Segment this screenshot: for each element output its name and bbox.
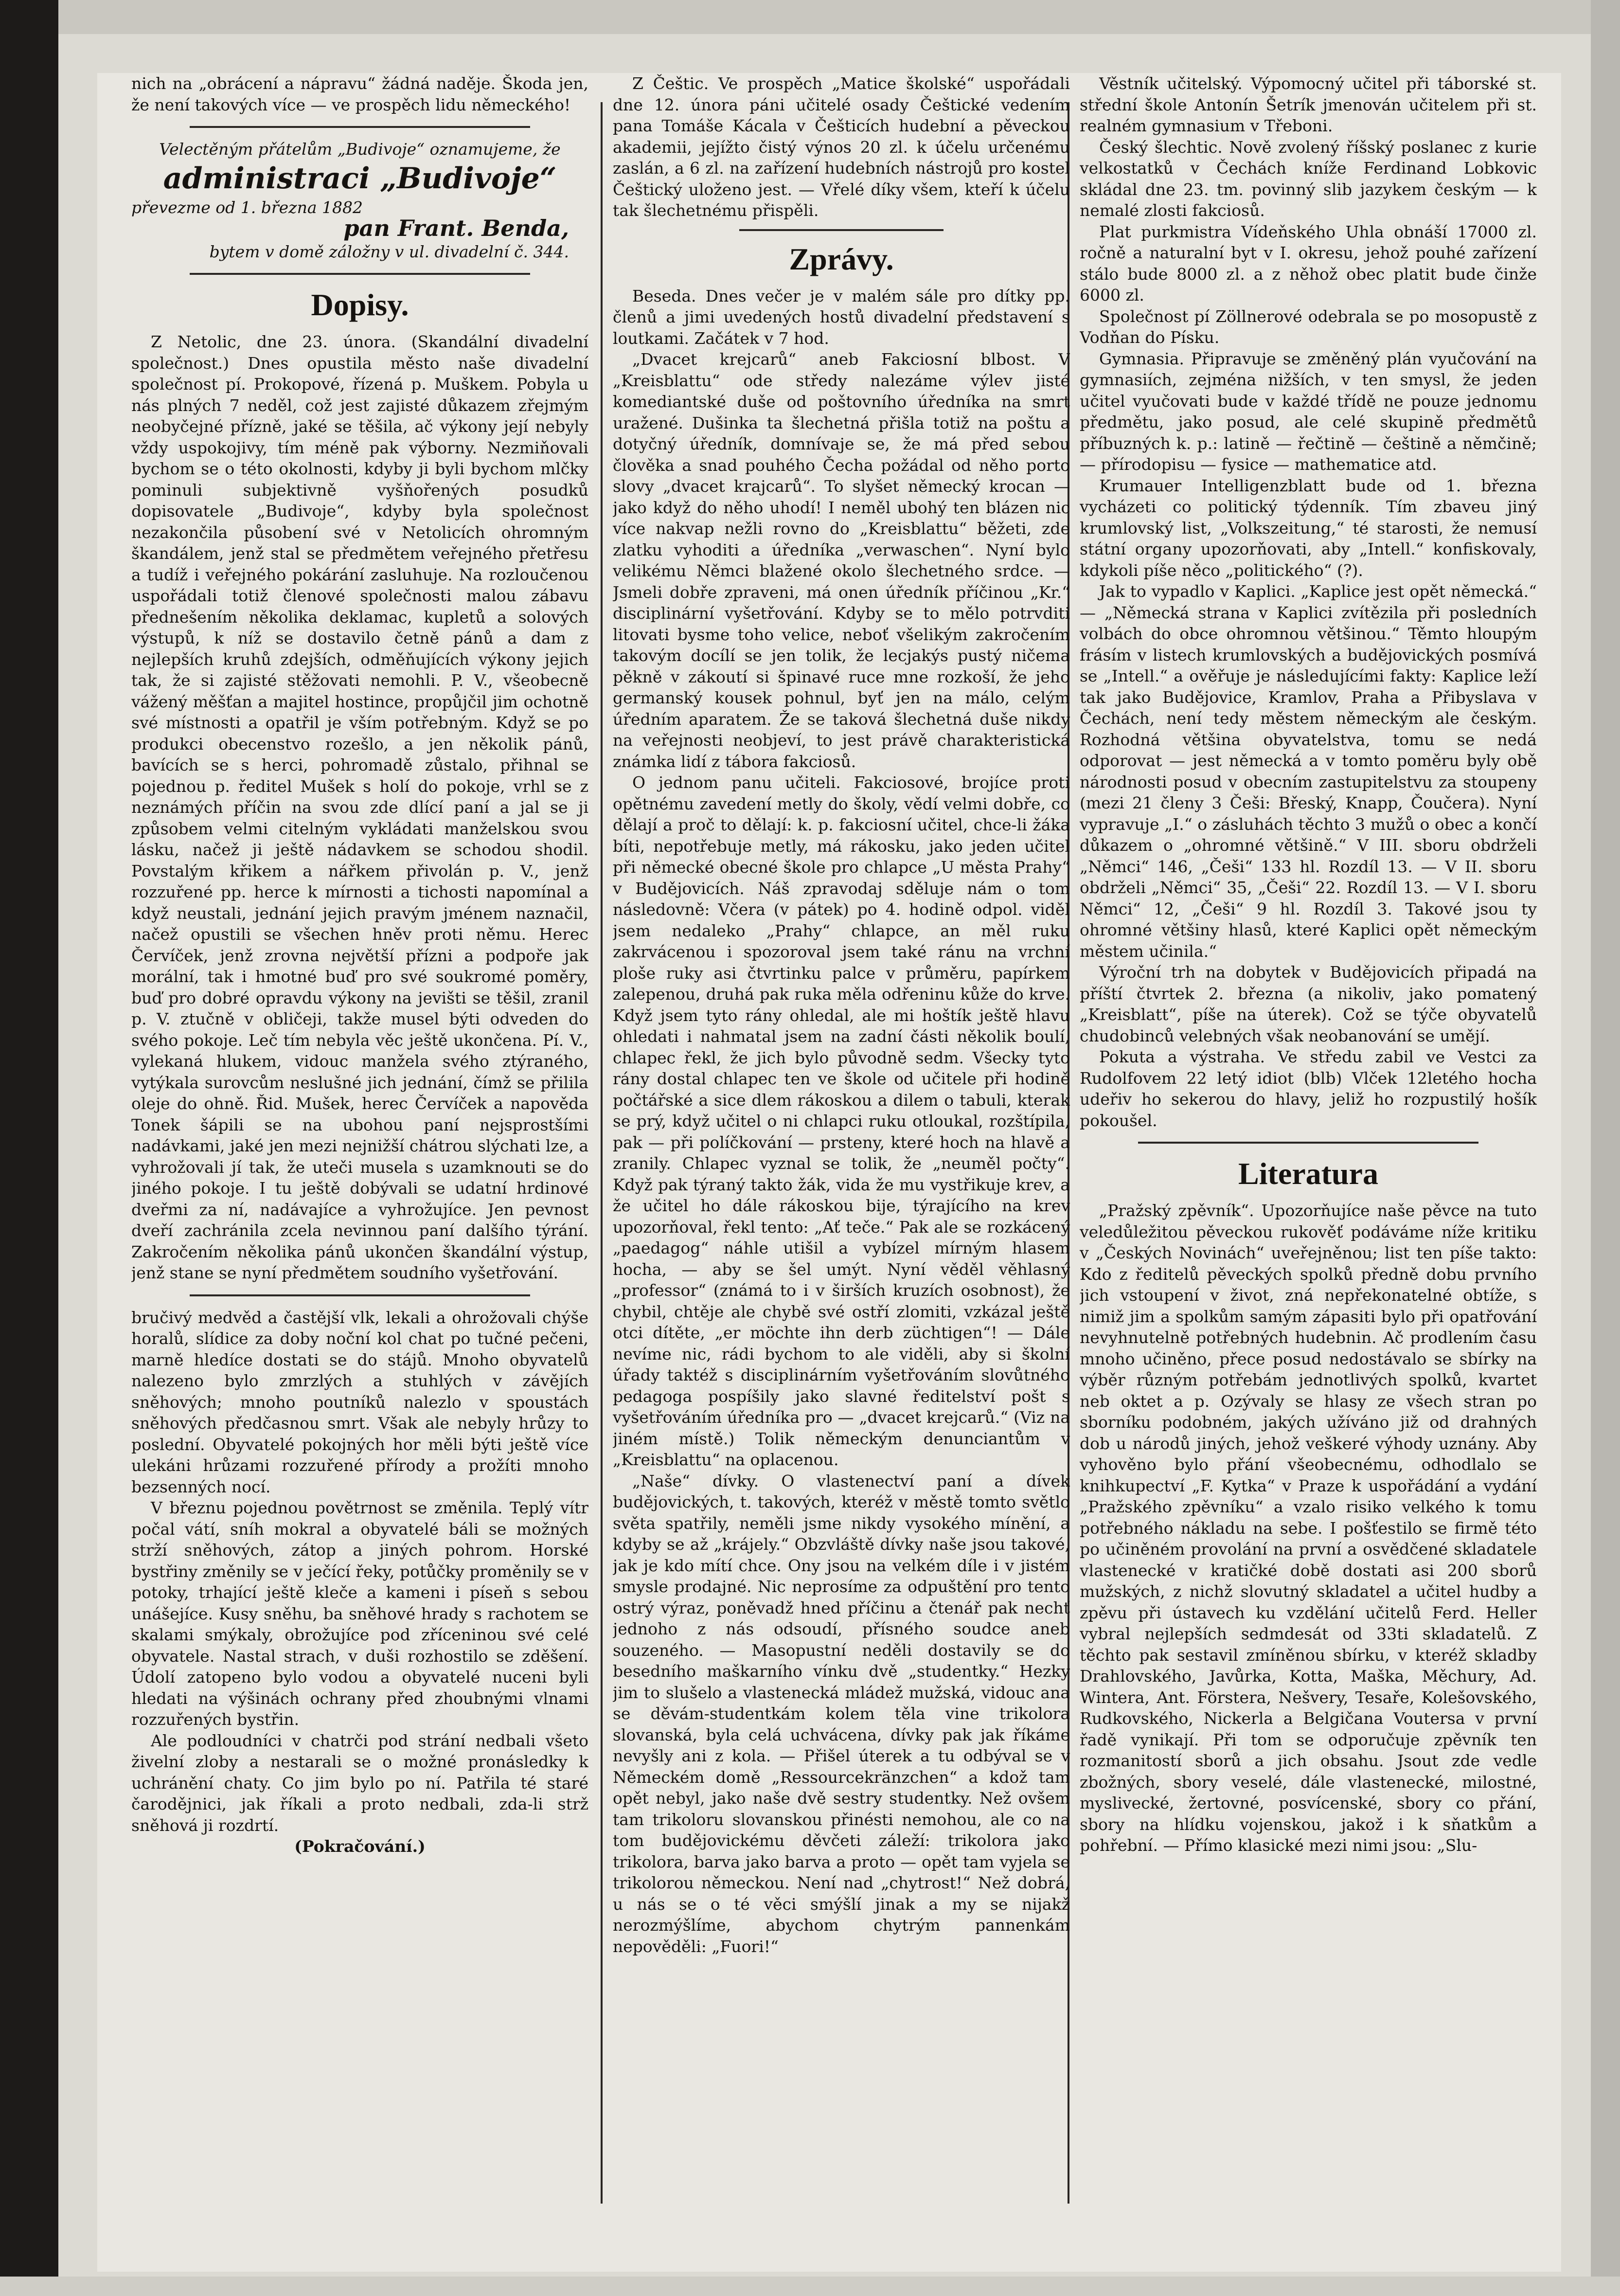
- article-paragraph: Výroční trh na dobytek v Budějovicích připadá na příští čtvrtek 2. března (a nikoliv, jako pomatený „Kreisblatt“, píše na úterek). Což se týče obyvatelů chudobinců velebných však neobanování se umějí.: [1080, 963, 1537, 1045]
- article-paragraph: bručivý medvěd a častější vlk, lekali a ohrožovali chýše horalů, slídice za doby noční kol chat po tučné pečeni, marně hledíce dostati se do stájů. Mnoho obyvatelů nalezeno bylo zmrzlých a stuhlých v závějích sněhových; mnoho poutníků nalezlo v spoustách sněhových předčasnou smrt. Však ale nebyly hrůzy to poslední. Obyvatelé pokojných hor měli býti ještě více ulekáni hrůzami rozzuřené přírody a prožíti mnoho bezsenných nocí.: [131, 1308, 588, 1496]
- article-paragraph: Ale podloudníci v chatrči pod strání nedbali všeto živelní zloby a nestarali se o možné pronásledky k uchránění chaty. Co jim bylo po ní. Patřila té staré čarodějnici, jak říkali a proto nedbali, zda-li strž sněhová ji rozdrtí.: [131, 1731, 588, 1835]
- notice-text: Velectěným přátelům „Budivoje“ oznamujeme, že: [159, 140, 561, 159]
- article-paragraph: Pokuta a výstraha. Ve středu zabil ve Vestci za Rudolfovem 22 letý idiot (blb) Vlček 12letého hocha udeřiv ho sekerou do hlavy, jeliž ho rozpustilý hošík pokoušel.: [1080, 1047, 1537, 1130]
- section-heading: Dopisy.: [311, 287, 409, 322]
- scan-left-edge: [0, 0, 58, 2296]
- article-paragraph: Věstník učitelský. Výpomocný učitel při táborské st. střední škole Antonín Šetrík jmenován učitelem při st. realném gymnasium v Třeboni.: [1080, 74, 1537, 135]
- article-paragraph: „Dvacet krejcarů“ aneb Fakciosní blbost. V „Kreisblattu“ ode středy nalezáme výlev jisté komediantské duše od poštovního úředníka na smrt uražené. Dušinka ta šlechetná přišla totiž na poštu a dotyčný úředník, domnívaje se, že má před sebou člověka a snad pouhého Čecha požádal od něho porto slovy „dvacet krajcarů“. To slyšet německý krocan — jako když do něho uhodí! I neměl ubohý ten blázen nic více nakvap nežli rovno do „Kreisblattu“ běžeti, zde zlatku vyhoditi a úředníka „verwaschen“. Nyní bylo velikému Němci blažené okolo šlechetného srdce. — Jsmeli dobře zpraveni, má onen úředník příčinou „Kr.“ disciplinární vyšetřování. Kdyby se to mělo potrvditi litovati bysme toho velice, neboť všelikým zakročením takovým docílí se jen tolik, že lecjakýs pustý ničema pěkně v zákoutí si špinavé ruce mne rozkoší, že jeho germanský kousek pohnul, byť jen na málo, celým úředním aparatem. Že se taková šlechetná duše nikdy na veřejnosti neobjeví, to jest právě charakteristická známka lidí z tábora fakciosů.: [613, 350, 1070, 771]
- notice-name-text: pan Frant. Benda,: [343, 215, 569, 241]
- article-paragraph: Český šlechtic. Nově zvolený říšský poslanec z kurie velkostatků v Čechách kníže Ferdinand Lobkovic skládal dne 23. tm. povinný slib jazykem českým — k nemalé zlosti fakciosů.: [1080, 137, 1537, 220]
- scan-bottom-edge: [0, 2277, 1620, 2296]
- article-paragraph: „Pražský zpěvník“. Upozorňujíce naše pěvce na tuto veledůležitou pěveckou rukověť podáváme níže kritiku v „Českých Novinách“ uveřejněnou; list ten píše takto: Kdo z ředitelů pěveckých spolků předně dobu prvního jich vstoupení v život, zná nepřekonatelné obtíže, s nimiž jim a spolkům samým zápasiti bylo při opatřování nevyhnutelně potřebných hudebnin. Ač prodlením času mnoho učiněno, přece posud nedostávalo se sbírky na výběr různým potřebám jednotlivých spolků, kvartet neb oktet a p. Ozývaly se hlasy ze všech stran po sborníku podobném, jakých užíváno již od drahných dob u národů jiných, jehož veškeré výhody uznány. Aby vyhověno bylo přání všeobecnému, odhodlalo se knihkupectví „F. Kytka“ v Praze k uspořádání a vydání „Pražského zpěvníku“ a vzalo risiko velkého k tomu potřebného nákladu na sebe. I pošťestilo se firmě této po učiněném provolání na první a osvědčené skladatele vlastenecké v kratičké době dostati asi 200 sborů mužských, z nichž slovutný skladatel a učitel hudby a zpěvu při ústavech ku vzdělání učitelů Ferd. Heller vybral nejlepších sedmdesát od 33ti skladatelů. Z těchto pak sestavil zmíněnou sbírku, v kteréž skladby Drahlovského, Javůrka, Kotta, Maška, Měchury, Ad. Wintera, Ant. Förstera, Nešvery, Tesaře, Kolešovského, Rudkovského, Nickerla a Belgičana Voutersa v první řadě vynikají. Při tom se odporučuje zpěvník ten rozmanitostí sborů a jich obsahu. Jsout zde vedle zbožných, sbory veselé, dále vlastenecké, milostné, myslivecké, žertovné, posvícenské, sbory co přání, sbory na hlídku vojenskou, jakož i k sňatkům a pohřební. — Přímo klasické mezi nimi jsou: „Slu-: [1080, 1201, 1537, 1855]
- separator: [190, 273, 530, 275]
- article-paragraph: Plat purkmistra Vídeňského Uhla obnáší 17000 zl. ročně a naturalní byt v I. okresu, jehož pouhé zařízení stálo bude 8000 zl. a z něhož obec platit bude činže 6000 zl.: [1080, 222, 1537, 305]
- article-paragraph: Společnost pí Zöllnerové odebrala se po mosopustě z Vodňan do Písku.: [1080, 306, 1537, 347]
- separator: [190, 126, 530, 128]
- article-paragraph: Gymnasia. Připravuje se změněný plán vyučování na gymnasiích, zejména nižších, v ten smysl, že jeden učitel vyučovati bude v každé třídě ne pouze jednomu předmětu, jako posud, ale celé skupině předmětů příbuzných k. p.: latině — řečtině — češtině a němčině; — přírodopisu — fysice — mathematice atd.: [1080, 349, 1537, 474]
- column-rule: [601, 102, 603, 2204]
- article-paragraph: V březnu pojednou povětrnost se změnila. Teplý vítr počal vátí, sníh mokral a obyvatelé báli se možných strží sněhových, zátop a jiných pohrom. Horské bystřiny změnily se v ječící řeky, potůčky proměnily se v potoky, trhající ještě kleče a kameni i píseň s sebou unášejíce. Kusy sněhu, ba sněhové hrady s rachotem se skalami smýkaly, obrožujíce pod zříceninou své celé obyvatele. Nastal strach, v duši rozhostilo se zděšení. Údolí zatopeno bylo vodou a obyvatelé nuceni byli hledati na výšinách ochrany před zhoubnými vlnami rozzuřených bystřin.: [131, 1498, 588, 1729]
- notice-name: [131, 215, 588, 241]
- newspaper-page: [97, 73, 1561, 2272]
- article-paragraph: Z Češtic. Ve prospěch „Matice školské“ uspořádali dne 12. února páni učitelé osady Češtické vedením pana Tomáše Kácala v Češticích hudební a pěveckou akademii, jejížto čistý výnos 20 zl. k účelu určenému zaslán, a 6 zl. na zařízení hudebních nástrojů pro kostel Češtický uloženo jest. — Vřelé díky všem, kteří k účelu tak šlechetnému přispěli.: [613, 74, 1070, 220]
- separator: [1138, 1142, 1478, 1144]
- separator: [739, 229, 944, 231]
- article-paragraph: Krumauer Intelligenzblatt bude od 1. března vycházeti co politický týdenník. Tím zbaveu jiný krumlovský list, „Volkszeitung,“ té starosti, že nemusí státní organy upozorňovati, aby „Intell.“ konfiskovaly, kdykoli píše něco „politického“ (?).: [1080, 476, 1537, 580]
- notice-address: bytem v domě záložny v ul. divadelní č. 344.: [209, 242, 569, 261]
- notice-text: převezme od 1. března 1882: [131, 197, 363, 217]
- paragraph: nich na „obrácení a nápravu“ žádná naděje. Škoda jen, že není takových více — ve prospěch lidu německého!: [131, 74, 588, 114]
- notice-headline: administraci „Budivoje“: [163, 161, 557, 196]
- article-paragraph: Beseda. Dnes večer je v malém sále pro dítky pp. členů a jimi uvedených hostů divadelní představení s loutkami. Začátek v 7 hod.: [613, 286, 1070, 348]
- section-heading: Literatura: [1238, 1156, 1378, 1191]
- article-paragraph: Jak to vypadlo v Kaplici. „Kaplice jest opět německá.“ — „Německá strana v Kaplici zvítězila při posledních volbách do obce ohromnou většinou.“ Těmto hloupým frásím v listech krumlovských a budějovických posmívá se „Intell.“ a ověřuje je následujícími fakty: Kaplice leží tak jako Budějovice, Kramlov, Praha a Přibyslava v Čechách, není tedy městem německým ale českým. Rozhodná většina obyvatelstva, tomu se nedá odporovat — jest německá a v tomto poměru byly obě národnosti posud v obecním zastupitelstvu za stoupeny (mezi 21 členy 3 Češi: Břeský, Knapp, Čoučera). Nyní vypravuje „I.“ o zásluhách těchto 3 mužů o obec a končí důkazem o „ohromné většině.“ V III. sboru obdrželi „Němci“ 146, „Češi“ 133 hl. Rozdíl 13. — V II. sboru obdrželi „Němci“ 35, „Češi“ 22. Rozdíl 13. — V I. sboru Němci“ 12, „Češi“ 9 hl. Rozdíl 3. Takové jsou ty ohromné většiny hlasů, které Kaplici opět německým městem učinila.“: [1080, 582, 1537, 961]
- scan-top-edge: [0, 0, 1620, 34]
- scan-right-edge: [1591, 0, 1620, 2296]
- article-paragraph: Z Netolic, dne 23. února. (Skandální divadelní společnost.) Dnes opustila město naše divadelní společnost pí. Prokopové, řízená p. Muškem. Pobyla u nás plných 7 neděl, což jest zajisté důkazem zřejmým neobyčejné přízně, jaké se těšila, ač výkony její nebyly vždy uspokojivy, tím méně pak výborny. Nezmiňovali bychom se o této okolnosti, kdyby ji byli bychom mlčky pominuli subjektivně vyšňořených posudků dopisovatele „Budivoje“, kdyby byla společnost nezakončila působení své v Netolicích ohromným škandálem, jenž stal se předmětem veřejného přetřesu a tudíž i veřejného pokárání zasluhuje. Na rozloučenou uspořádali totiž členové společnosti malou zábavu přednešením několika deklamac, kupletů a solových výstupů, k níž se dostavilo četně pánů a dam z nejlepších kruhů zdejších, odměňujících výkony jejich tak, že si zajisté stěžovati nemohli. P. V., všeobecně vážený měšťan a majitel hostince, propůjčil jim ochotně své místnosti a opatřil je vším potřebným. Když se po produkci obecenstvo rozešlo, a jen několik pánů, bavících se s herci, pohromadě zůstalo, přihnal se pojednou p. ředitel Mušek s holí do pokoje, vrhl se z neznámých příčin na svou zde dlící paní a jal se ji způsobem velmi citelným vykládati manželskou svou lásku, načež ji ještě nádavkem se schodou shodil. Povstalým křikem a nářkem přivolán p. V., jenž rozzuřené pp. herce k mírnosti a tichosti napomínal a když neustali, jednání jejich pravým jménem naznačil, načež opustili se všechen hněv proti němu. Herec Červíček, jenž zrovna největší přízni a podpoře jak morální, tak i hmotné buď pro své soukromé poměry, buď pro dobré opravdu výkony na jevišti se těšil, zranil p. V. ztučně v obličeji, takže musel býti odveden do svého pokoje. Leč tím nebyla věc ještě ukončena. Pí. V., vylekaná hlukem, vidouc manžela svého ztýraného, vytýkala surovcům neslušné jich jednání, čímž se přilila oleje do ohně. Řid. Mušek, herec Červíček a napověda Tonek šápili se na ubohou paní nejsprostšími nadávkami, jaké jen mezi nejnižší chátrou slýchati lze, a vyhrožovali jí tak, že uteči musela s uzamknouti se do jiného pokoje. I tu ještě dobývali se udatní hrdinové dveřmi za ní, nadávajíce a vyhrožujíce. Jen pevnost dveří zachránila zcela nevinnou paní dalšího týrání. Zakročením několika pánů ukončen škandální výstup, jenž stane se nyní předmětem soudního vyšetřování.: [131, 332, 588, 1282]
- separator: [190, 1294, 530, 1296]
- article-paragraph: O jednom panu učiteli. Fakciosové, brojíce proti opětnému zavedení metly do školy, vědí velmi dobře, co dělají a proč to dělají: k. p. fakciosní učitel, chce-li žáka bíti, nepotřebuje metly, má rákosku, jako jeden učitel při německé obecné škole pro chlapce „U města Prahy“ v Budějovicích. Náš zpravodaj sděluje nám o tom následovně: Včera (v pátek) po 4. hodině odpol. viděl jsem nedaleko „Prahy“ chlapce, an měl ruku zakrvácenou i spozoroval jsem také ránu na vrchní ploše ruky asi čtvrtinku palce v průměru, papírkem zalepenou, druhá pak ruka měla odřeninu kůže do krve. Když jsem tyto rány ohledal, ale mi hoštík ještě hlavu ohledati i nahmatal jsem na zadní části několik boulí, chlapec řekl, že jich bylo původně sedm. Všecky tyto rány dostal chlapec ten ve škole od učitele při hodině počtářské a sice dlem rákoskou a dilem o tabuli, kterak se prý, když učitel o ni chlapci ruku otloukal, rozštípila, pak — při políčkování — prsteny, které hoch na hlavě a zranily. Chlapec vyznal se tolik, že „neuměl počty“. Když pak týraný takto žák, vida že mu vystřikuje krev, a že učitel ho dále rákoskou bije, týrajícího na krev upozorňoval, řekl tento: „Ať teče.“ Pak ale se rozkácený „paedagog“ náhle utišil a vybízel mírným hlasem hocha, — aby se šel umýt. Nyní věděl věhlasný „professor“ (známá to i v širších kruzích osobnost), že chybil, chtěje ale chybě své ostří zlomiti, vzkázal ještě otci dítěte, „er möchte ihn derb züchtigen“! — Dále nevíme nic, rádi bychom to ale viděli, aby si školní úřady taktéž s disciplinárním vyšetřováním slovůtného pedagoga pospíšily jako slavné ředitelství pošt s vyšetřováním úředníka pro — „dvacet krejcarů.“ (Viz na jiném místě.) Tolik německým denunciantům v „Kreisblattu“ na oplacenou.: [613, 773, 1070, 1469]
- section-heading: Zprávy.: [789, 241, 894, 276]
- article-paragraph: „Naše“ dívky. O vlastenectví paní a dívek budějovických, t. takových, kteréž v městě tomto světlo světa spatřily, neměli jsme nikdy vysokého mínění, a kdyby se až „krájely.“ Obzvláště dívky naše jsou takové, jak je kdo mítí chce. Ony jsou na velkém díle i v jistém smysle prodajné. Nic neprosíme za odpuštění pro tento ostrý výraz, poněvadž hned příčinu a čtenář pak nechť jednoho z nás odsoudí, přísného soudce aneb souzeného. — Masopustní neděli dostavily se do besedního maškarního vínku dvě „studentky.“ Hezky jim to slušelo a vlastenecká mládež mužská, vidouc ana se děvám-studentkám kolem těla vine trikolora slovanská, byla celá uchvácena, dívky pak jak říkáme nevyšly ani z kola. — Přišel úterek a tu odbýval se v Německém domě „Ressourcekränzchen“ a kdož tam opět nebyl, jako naše dvě sestry studentky. Než ovšem tam trikoloru slovanskou přinésti nemohou, ale co na tom budějovickému děvčeti záleží: trikolora jako trikolora, barva jako barva a proto — opět tam vyjela se trikolorou německou. Není nad „chytrost!“ Než dobrá, u nás se o té věci smýšlí jinak a my se nijakž nerozmýšlíme, abychom chytrým pannenkám nepověděli: „Fuori!“: [613, 1471, 1070, 1956]
- continued-note: (Pokračování.): [294, 1837, 426, 1856]
- column-3: [1080, 73, 1537, 2272]
- column-1: [131, 73, 588, 2272]
- column-2: [613, 73, 1070, 2272]
